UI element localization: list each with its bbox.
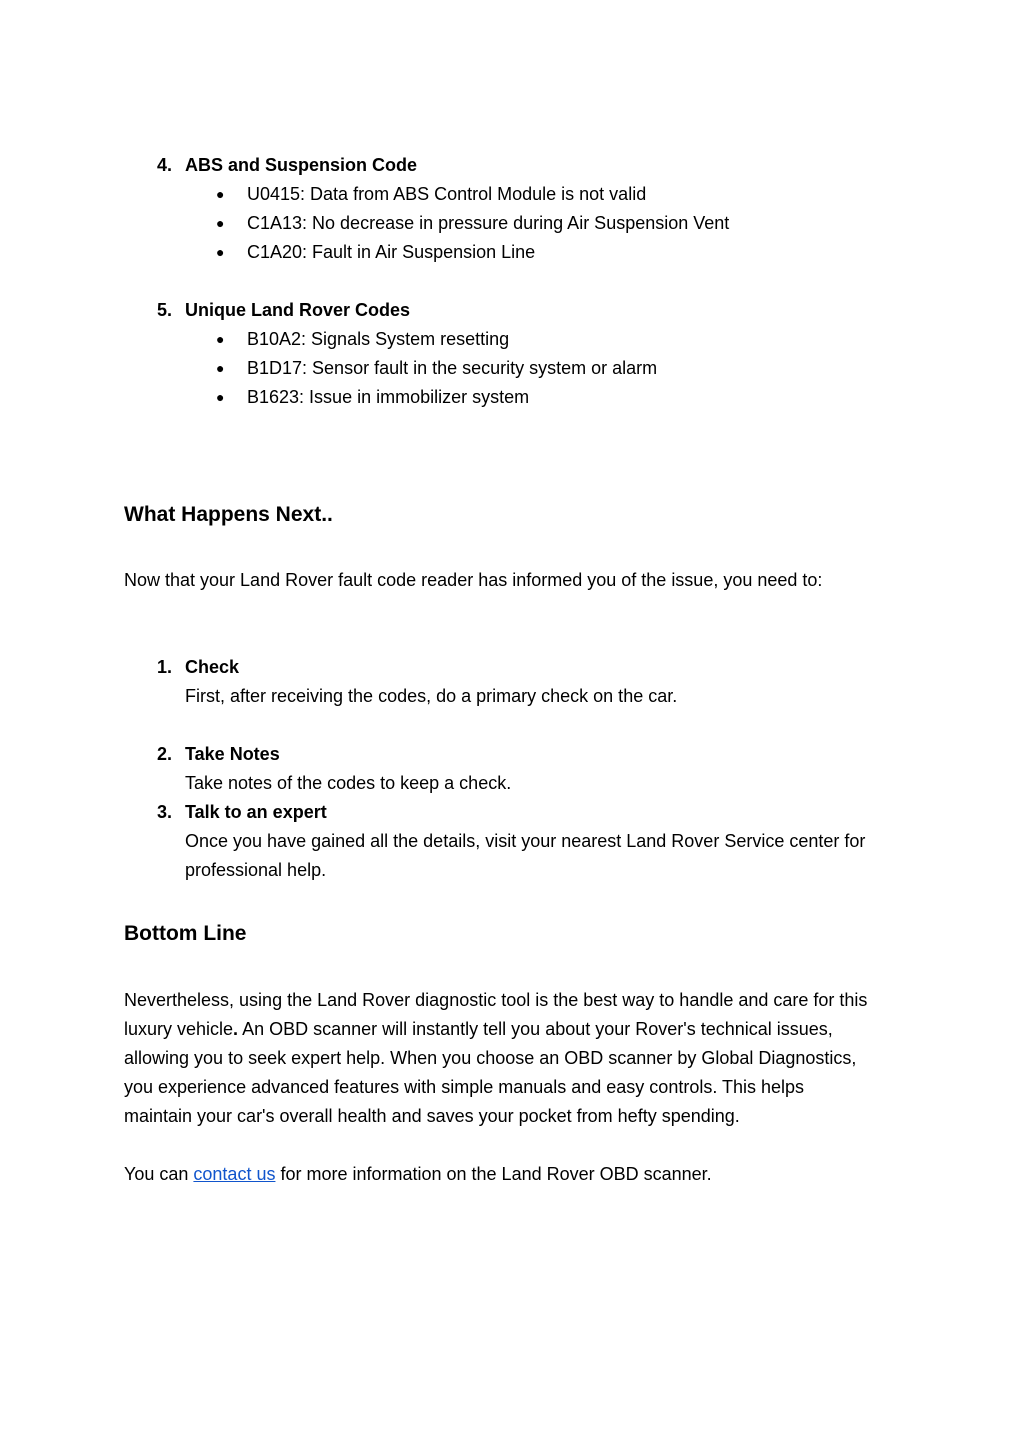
step-title: Take Notes [185, 744, 280, 764]
contact-us-link[interactable]: contact us [193, 1164, 276, 1184]
step-body: Once you have gained all the details, visit your nearest Land Rover Service center for [185, 831, 866, 851]
list-item: C1A13: No decrease in pressure during Air Suspension Vent [247, 213, 730, 233]
bullet-icon: ● [216, 186, 225, 202]
list-item: B10A2: Signals System resetting [247, 329, 510, 349]
section-heading: Bottom Line [124, 922, 247, 945]
bullet-icon: ● [216, 389, 225, 405]
paragraph-line: maintain your car's overall health and saves your pocket from hefty spending. [124, 1106, 740, 1126]
list-item: U0415: Data from ABS Control Module is not valid [247, 184, 647, 204]
paragraph-line: Nevertheless, using the Land Rover diagnostic tool is the best way to handle and care for this [124, 990, 868, 1010]
paragraph-line: you experience advanced features with simple manuals and easy controls. This helps [124, 1077, 805, 1097]
list-number: 1. [156, 657, 172, 677]
list-number: 4. [156, 155, 172, 175]
list-number: 5. [156, 300, 172, 320]
contact-suffix: for more information on the Land Rover OBD scanner. [275, 1164, 712, 1184]
list-item: B1623: Issue in immobilizer system [247, 387, 530, 407]
step-body: professional help. [185, 860, 327, 880]
step-body: Take notes of the codes to keep a check. [185, 773, 512, 793]
bullet-icon: ● [216, 215, 225, 231]
section-title: Unique Land Rover Codes [185, 300, 411, 320]
bullet-icon: ● [216, 360, 225, 376]
step-title: Talk to an expert [185, 802, 327, 822]
step-body: First, after receiving the codes, do a primary check on the car. [185, 686, 678, 706]
paragraph-line: allowing you to seek expert help. When you choose an OBD scanner by Global Diagnostics, [124, 1048, 857, 1068]
list-number: 2. [156, 744, 172, 764]
section-title: ABS and Suspension Code [185, 155, 418, 175]
list-item: C1A20: Fault in Air Suspension Line [247, 242, 536, 262]
bullet-icon: ● [216, 244, 225, 260]
contact-prefix: You can [124, 1164, 194, 1184]
list-number: 3. [156, 802, 172, 822]
intro-paragraph: Now that your Land Rover fault code reader has informed you of the issue, you need to: [124, 570, 823, 590]
paragraph-period: . [233, 1019, 239, 1039]
paragraph-text: An OBD scanner will instantly tell you about your Rover's technical issues, [238, 1019, 833, 1039]
paragraph-text: luxury vehicle [124, 1019, 234, 1039]
section-heading: What Happens Next.. [124, 503, 333, 526]
bullet-icon: ● [216, 331, 225, 347]
contact-paragraph [124, 1160, 712, 1189]
step-title: Check [185, 657, 240, 677]
paragraph-line [124, 1015, 833, 1044]
list-item: B1D17: Sensor fault in the security system or alarm [247, 358, 658, 378]
